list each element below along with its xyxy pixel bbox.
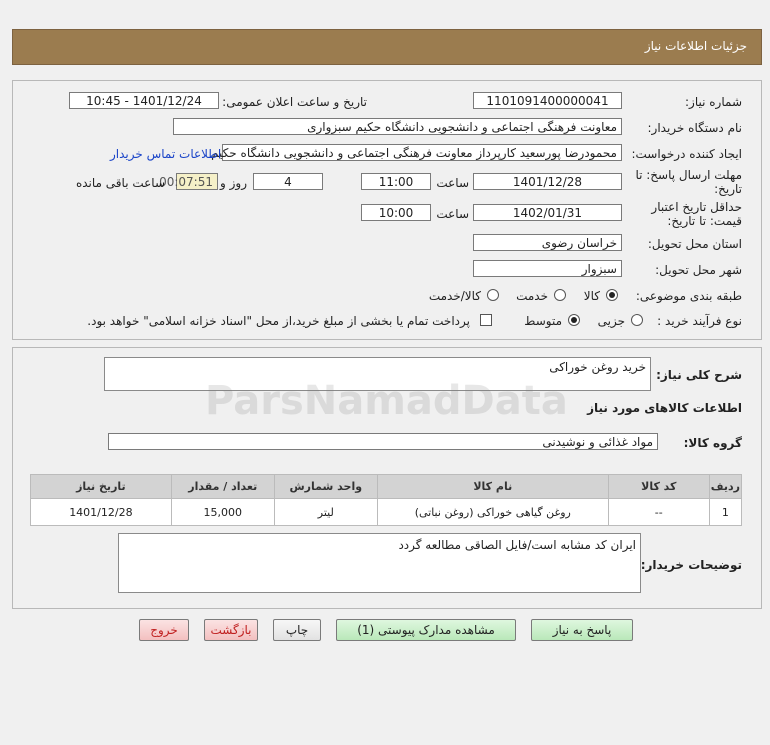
province-field: خراسان رضوی [473,234,622,251]
deadline-label-line1: مهلت ارسال پاسخ: تا [635,168,742,182]
page-header [12,29,762,65]
treasury-note: پرداخت تمام یا بخشی از مبلغ خرید،از محل "اسناد خزانه اسلامی" خواهد بود. [87,314,470,328]
buyer-notes-field: ایران کد مشابه است/فایل الصاقی مطالعه گردد [118,533,641,593]
city-label: شهر محل تحویل: [655,263,742,277]
cell-code: -- [608,499,709,526]
announce-label: تاریخ و ساعت اعلان عمومی: [222,95,367,109]
remaining-time-label: ساعت باقی مانده [75,176,165,190]
cell-row: 1 [709,499,741,526]
deadline-time-label: ساعت [436,176,469,190]
buyer-org-label: نام دستگاه خریدار: [647,121,742,135]
validity-date-field: 1402/01/31 [473,204,622,221]
need-summary-label: شرح کلی نیاز: [656,368,742,382]
cell-date: 1401/12/28 [31,499,172,526]
attachments-button[interactable]: مشاهده مدارک پیوستی (1) [336,619,516,641]
validity-label [651,200,742,228]
deadline-date-field: 1401/12/28 [473,173,622,190]
goods-info-title: اطلاعات کالاهای مورد نیاز [587,401,742,415]
province-label: استان محل تحویل: [647,237,742,251]
cell-qty: 15,000 [171,499,274,526]
category-option-goods-service: کالا/خدمت [428,289,481,303]
process-label: نوع فرآیند خرید : [657,314,742,328]
print-button[interactable]: چاپ [273,619,321,641]
buyer-org-field: معاونت فرهنگی اجتماعی و دانشجویی دانشگاه حکیم سبزواری [173,118,622,135]
col-qty: تعداد / مقدار [171,475,274,499]
deadline-label-line2: تاریخ: [714,182,742,196]
days-remaining-field: 4 [253,173,323,190]
cell-unit: لیتر [274,499,377,526]
remaining-time-field: 00:07:51 [176,173,218,190]
city-field: سبزوار [473,260,622,277]
category-option-goods: کالا [583,289,600,303]
goods-group-field: مواد غذائی و نوشیدنی [108,433,658,450]
process-option-medium: متوسط [524,314,562,328]
col-code: کد کالا [608,475,709,499]
validity-time-field: 10:00 [361,204,431,221]
validity-time-label: ساعت [436,207,469,221]
category-radio-service[interactable] [554,289,566,301]
deadline-label [635,168,742,196]
col-date: تاریخ نیاز [31,475,172,499]
process-radio-medium[interactable] [568,314,580,326]
days-label: روز و [220,176,247,190]
cell-name: روغن گیاهی خوراکی (روغن نباتی) [377,499,608,526]
category-radio-goods-service[interactable] [487,289,499,301]
category-option-service: خدمت [516,289,548,303]
process-radio-minor[interactable] [631,314,643,326]
col-name: نام کالا [377,475,608,499]
announce-datetime-field: 1401/12/24 - 10:45 [69,92,219,109]
creator-field: محمودرضا پورسعید کارپرداز معاونت فرهنگی اجتماعی و دانشجویی دانشگاه حکیم [222,144,622,161]
goods-table-header [31,475,742,499]
category-label: طبقه بندی موضوعی: [635,289,742,303]
back-button[interactable]: بازگشت [204,619,258,641]
process-option-minor: جزیی [597,314,625,328]
col-row: ردیف [709,475,741,499]
validity-label-line1: حداقل تاریخ اعتبار [651,200,742,214]
deadline-time-field: 11:00 [361,173,431,190]
exit-button[interactable]: خروج [139,619,189,641]
goods-table [30,474,742,526]
buyer-contact-link[interactable]: اطلاعات تماس خریدار [110,147,222,161]
treasury-checkbox[interactable] [480,314,492,326]
need-summary-field: خرید روغن خوراکی [104,357,651,391]
goods-group-label: گروه کالا: [683,436,742,450]
page-title: جزئیات اطلاعات نیاز [644,39,747,53]
need-number-field: 1101091400000041 [473,92,622,109]
table-row [31,499,742,526]
creator-label: ایجاد کننده درخواست: [631,147,742,161]
category-radio-goods[interactable] [606,289,618,301]
need-number-label: شماره نیاز: [685,95,742,109]
validity-label-line2: قیمت: تا تاریخ: [667,214,742,228]
col-unit: واحد شمارش [274,475,377,499]
reply-button[interactable]: پاسخ به نیاز [531,619,633,641]
buyer-notes-label: توضیحات خریدار: [640,558,742,572]
